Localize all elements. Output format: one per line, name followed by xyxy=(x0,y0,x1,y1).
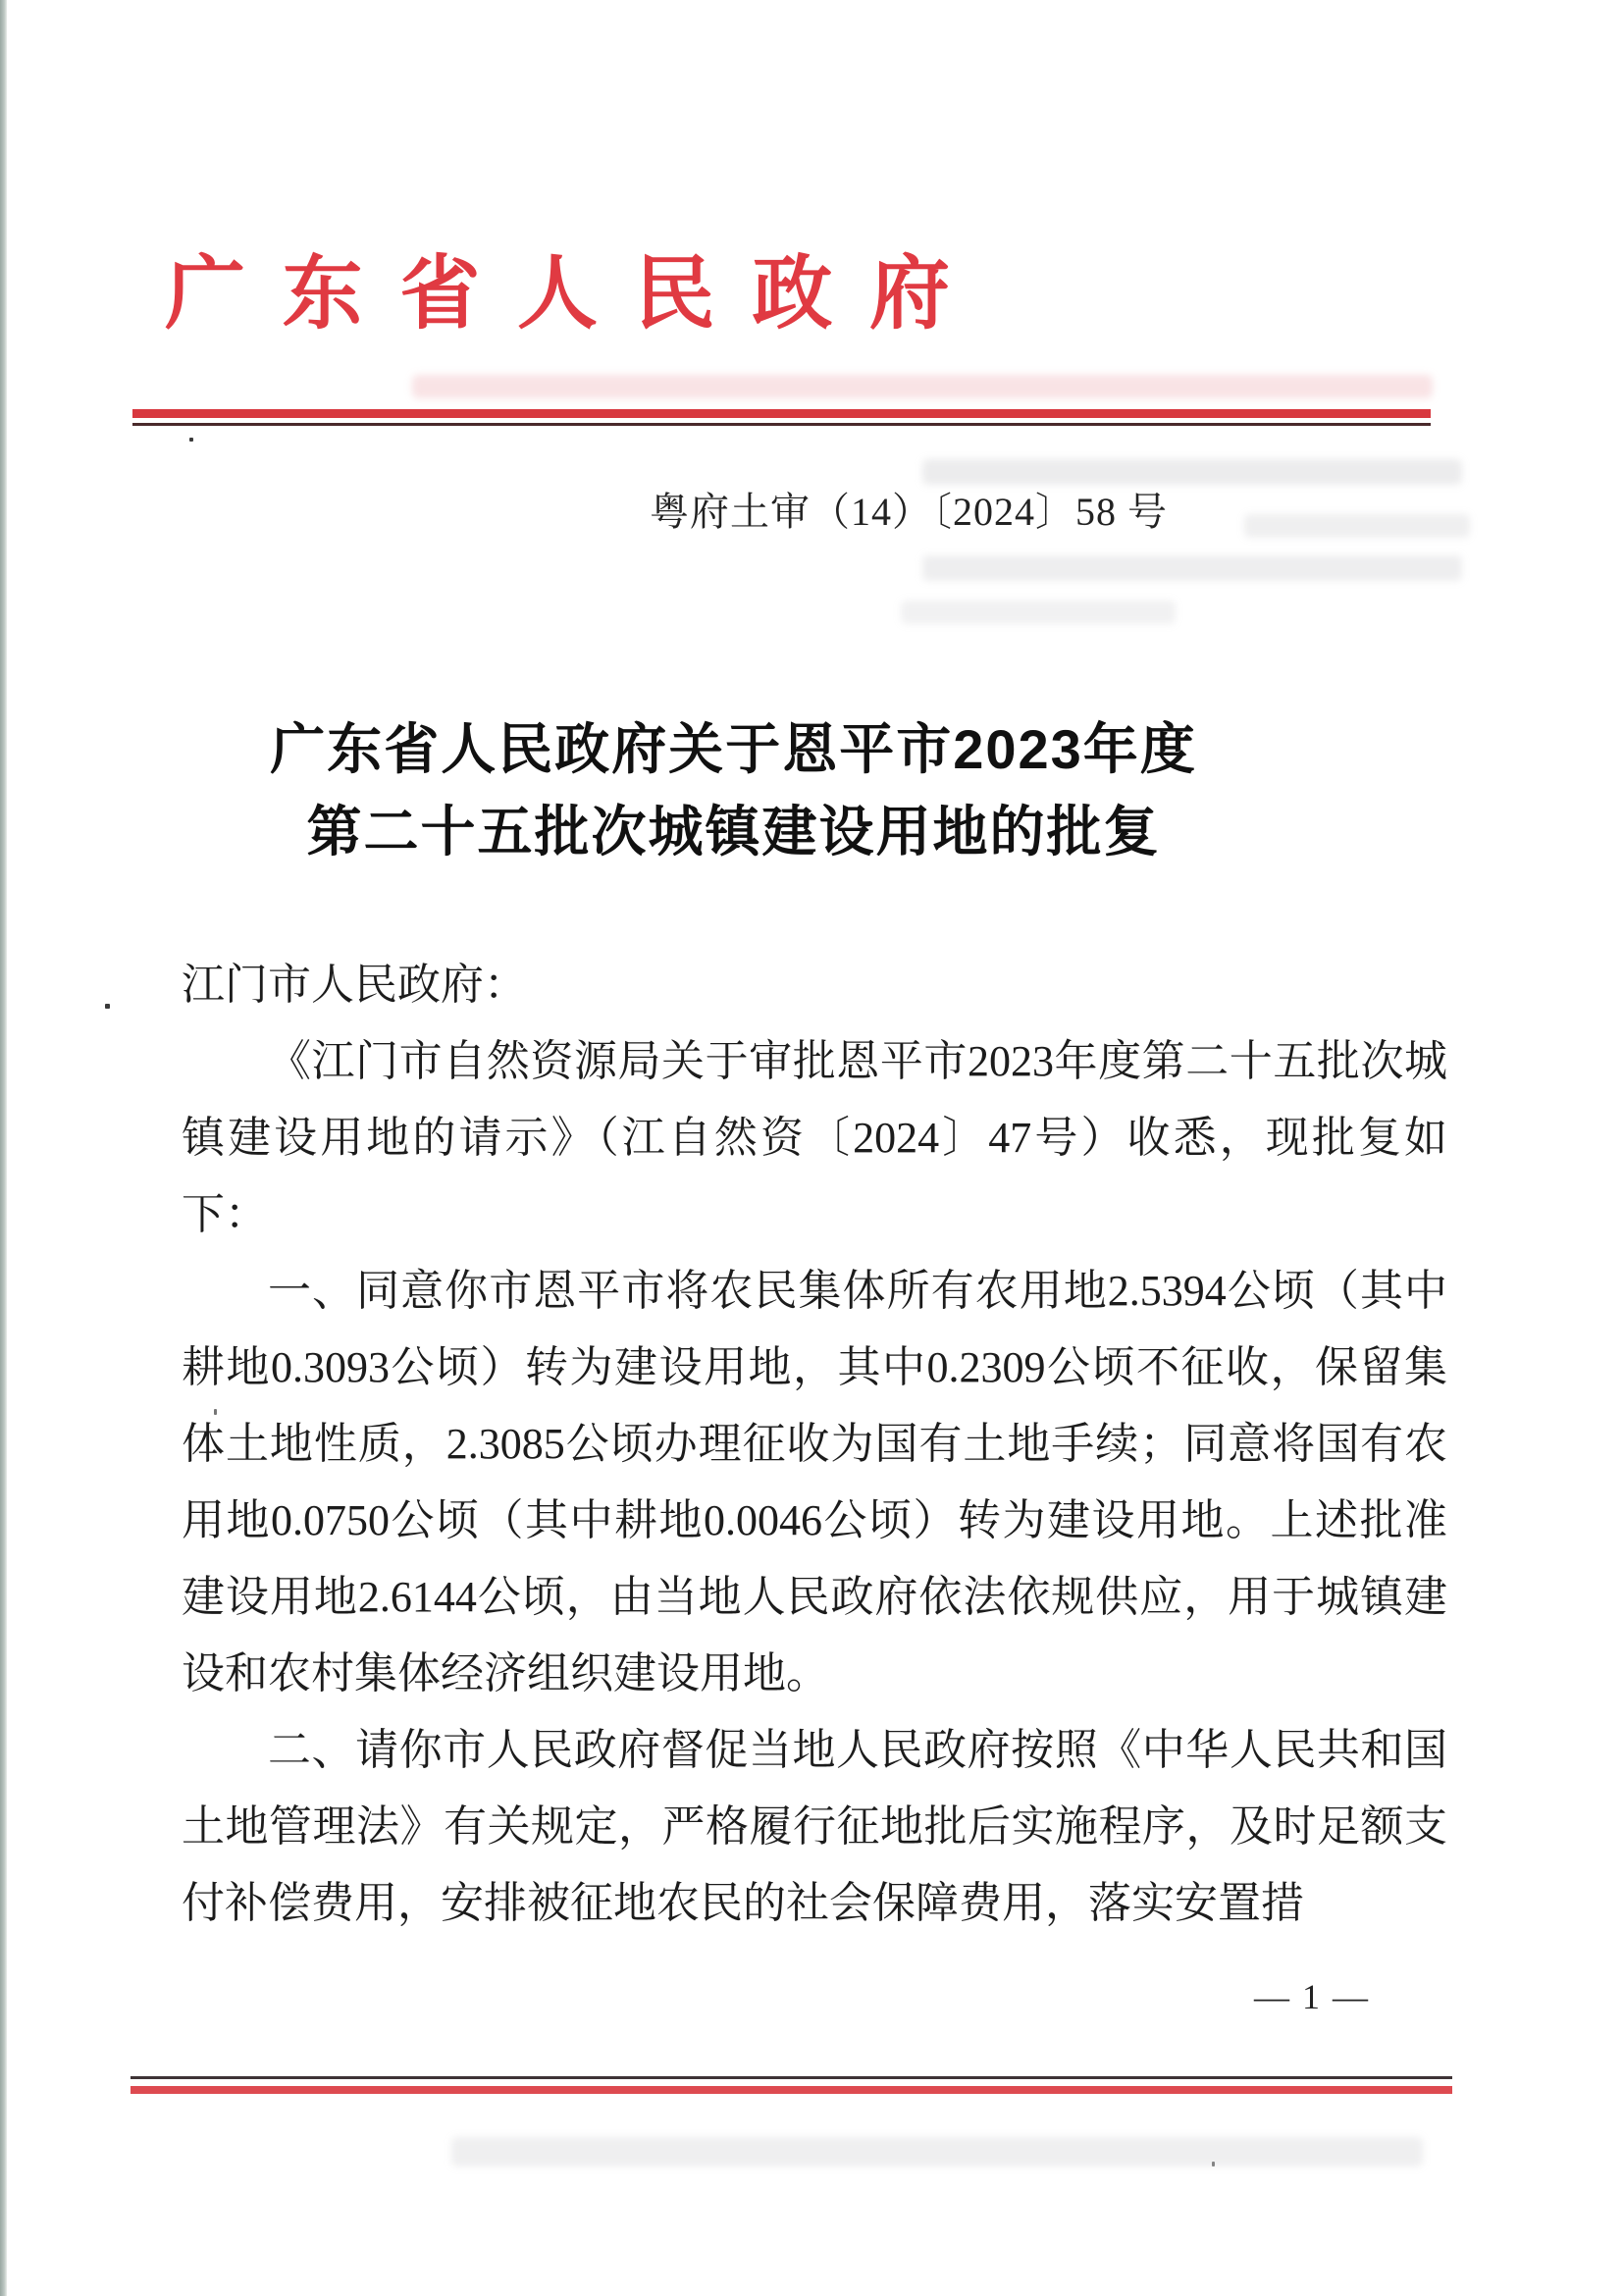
bleed-through-artifact xyxy=(922,459,1462,485)
document-number: 粤府土审（14）〔2024〕58 号 xyxy=(650,490,1168,534)
salutation: 江门市人民政府： xyxy=(182,961,527,1009)
letterhead-org-name: 广 东 省 人 民 政 府 xyxy=(165,249,950,339)
document-title-line1: 广东省人民政府关于恩平市2023年度 xyxy=(270,718,1197,780)
letterhead-rule-thick xyxy=(132,409,1431,418)
document-body xyxy=(182,947,1447,1942)
footer-rule-thin xyxy=(131,2076,1452,2079)
scan-speck xyxy=(1212,2162,1215,2166)
paragraph-item-2: 二、请你市人民政府督促当地人民政府按照《中华人民共和国土地管理法》有关规定，严格履行征地批后实施程序，及时足额支付补偿费用，安排被征地农民的社会保障费用，落实安置措 xyxy=(182,1726,1447,1927)
bleed-through-artifact xyxy=(412,375,1433,398)
footer-rule-thick xyxy=(131,2086,1452,2094)
bleed-through-artifact xyxy=(1244,514,1470,538)
bleed-through-artifact xyxy=(922,555,1462,581)
scan-edge-strip xyxy=(0,0,7,2296)
paragraph-reference: 《江门市自然资源局关于审批恩平市2023年度第二十五批次城镇建设用地的请示》（江自然资〔2024〕47号）收悉，现批复如下： xyxy=(182,1037,1447,1238)
letterhead-rule-thin xyxy=(132,423,1431,426)
scan-speck xyxy=(105,1004,110,1009)
scan-speck xyxy=(189,438,193,442)
document-title-line2: 第二十五批次城镇建设用地的批复 xyxy=(306,801,1161,862)
bleed-through-artifact xyxy=(901,600,1176,624)
page-number: — 1 — xyxy=(1254,1977,1370,2016)
bleed-through-artifact xyxy=(451,2137,1423,2166)
document-title xyxy=(83,708,1384,873)
paragraph-item-1: 一、同意你市恩平市将农民集体所有农用地2.5394公顷（其中耕地0.3093公顷）转为建设用地，其中0.2309公顷不征收，保留集体土地性质，2.3085公顷办理征收为国有土地手续；同意将国有农用地0.0750公顷（其中耕地0.0046公顷）转为建设用地。上述批准建设用地2.6144公顷，由当地人民政府依法依规供应，用于城镇建设和农村集体经济组织建设用地。 xyxy=(182,1267,1447,1697)
